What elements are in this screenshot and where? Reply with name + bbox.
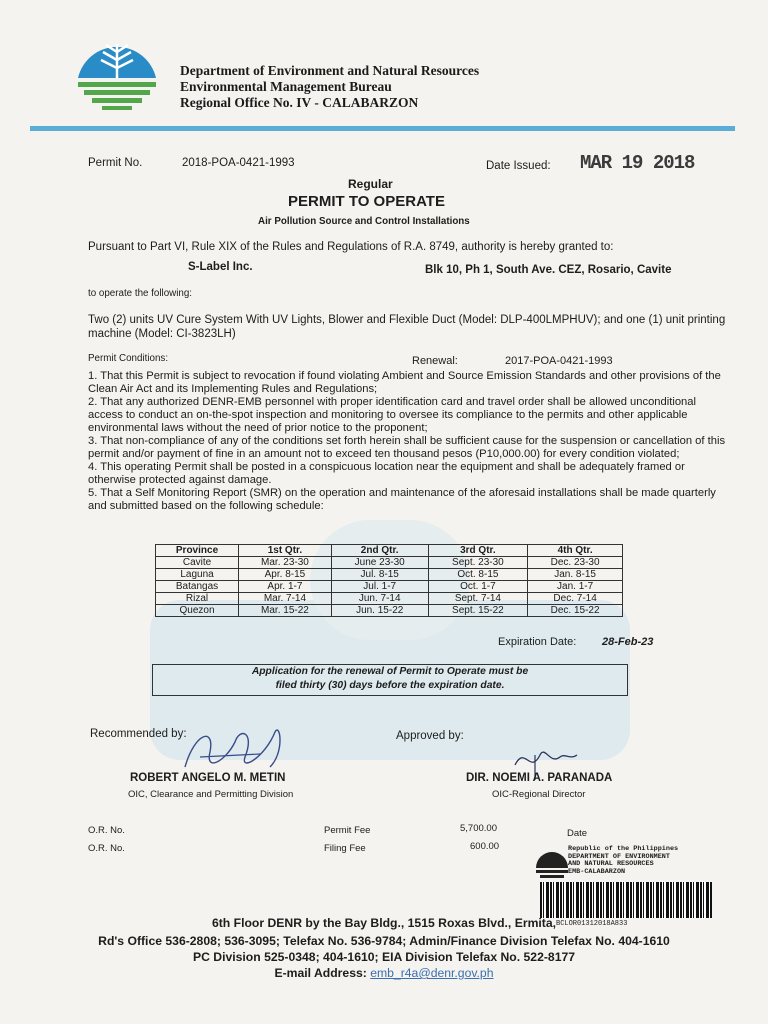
date-label: Date	[567, 828, 588, 839]
header-agency: Department of Environment and Natural Resources	[180, 63, 480, 78]
table-cell: Batangas	[156, 581, 239, 593]
renewal-number: 2017-POA-0421-1993	[505, 355, 613, 367]
table-header-row	[156, 545, 623, 557]
table-cell: Sept. 15-22	[428, 605, 528, 617]
table-cell: Apr. 8-15	[239, 569, 332, 581]
approved-title: OIC-Regional Director	[492, 789, 586, 800]
table-cell: Jul. 8-15	[331, 569, 428, 581]
table-cell: Jul. 1-7	[331, 581, 428, 593]
footer-phones-2: PC Division 525-0348; 404-1610; EIA Division Telefax No. 522-8177	[192, 950, 576, 964]
table-row	[156, 569, 623, 581]
table-cell: Sept. 23-30	[428, 557, 528, 569]
notice-line-2: filed thirty (30) days before the expiration date.	[275, 680, 505, 691]
table-cell: Oct. 8-15	[428, 569, 528, 581]
pursuant-text: Pursuant to Part VI, Rule XIX of the Rules and Regulations of R.A. 8749, authority is hereby granted to:	[88, 241, 614, 253]
email-link[interactable]: emb_r4a@denr.gov.ph	[370, 966, 494, 980]
condition-3: 3. That non-compliance of any of the conditions set forth herein shall be sufficient cause for the suspension or cancellation of this permit and/or payment of fine in an amount not to exceed ten thousand pesos (P10,000.00) for every condition violated;	[88, 435, 726, 460]
table-cell: Jun. 15-22	[331, 605, 428, 617]
table-cell: Mar. 23-30	[239, 557, 332, 569]
permit-type: Regular	[348, 177, 393, 191]
renewal-label: Renewal:	[412, 355, 458, 367]
table-cell: Dec. 15-22	[528, 605, 623, 617]
recommended-title: OIC, Clearance and Permitting Division	[128, 789, 294, 800]
renewal-notice-box	[152, 664, 628, 696]
table-cell: Dec. 23-30	[528, 557, 623, 569]
email-label: E-mail Address:	[274, 966, 367, 980]
smr-schedule-table	[155, 544, 623, 617]
table-cell: Mar. 7-14	[239, 593, 332, 605]
table-row	[156, 605, 623, 617]
condition-4: 4. This operating Permit shall be posted in a conspicuous location near the equipment and shall be adequately framed or otherwise protected against damage.	[88, 461, 685, 486]
permit-fee-amount: 5,700.00	[460, 823, 497, 834]
table-cell: Rizal	[156, 593, 239, 605]
permit-no-label: Permit No.	[88, 157, 143, 169]
table-row	[156, 557, 623, 569]
stamp-line-3: AND NATURAL RESOURCES	[568, 860, 654, 868]
expiration-date: 28-Feb-23	[602, 636, 654, 648]
filing-fee-amount: 600.00	[470, 841, 500, 852]
stamp-line-2: DEPARTMENT OF ENVIRONMENT	[568, 852, 670, 861]
table-cell: Quezon	[156, 605, 239, 617]
permit-fee-label: Permit Fee	[324, 825, 371, 836]
table-header-cell: Province	[156, 545, 239, 557]
table-row	[156, 581, 623, 593]
notice-line-1: Application for the renewal of Permit to Operate must be	[251, 666, 529, 677]
stamp-line-1: Republic of the Philippines	[568, 845, 679, 853]
table-header-cell: 2nd Qtr.	[331, 545, 428, 557]
filing-fee-label: Filing Fee	[324, 843, 366, 854]
date-issued-stamp: MAR 19 2018	[580, 152, 695, 174]
table-cell: Jan. 1-7	[528, 581, 623, 593]
table-cell: June 23-30	[331, 557, 428, 569]
approved-name: DIR. NOEMI A. PARANADA	[466, 772, 613, 784]
table-cell: Sept. 7-14	[428, 593, 528, 605]
footer-email	[0, 966, 768, 980]
or-no-label-2: O.R. No.	[88, 843, 125, 854]
table-header-cell: 4th Qtr.	[528, 545, 623, 557]
table-cell: Dec. 7-14	[528, 593, 623, 605]
approved-label: Approved by:	[396, 730, 464, 742]
header-office: Regional Office No. IV - CALABARZON	[180, 95, 419, 110]
grantee-name: S-Label Inc.	[188, 261, 253, 273]
table-cell: Jan. 8-15	[528, 569, 623, 581]
conditions-list	[88, 370, 728, 513]
table-cell: Laguna	[156, 569, 239, 581]
date-issued-label: Date Issued:	[486, 160, 551, 172]
barcode-text: BCLOR01312018A833	[556, 920, 628, 928]
denr-stamp-icon	[532, 850, 572, 882]
grantee-address: Blk 10, Ph 1, South Ave. CEZ, Rosario, Cavite	[425, 264, 672, 276]
table-row	[156, 593, 623, 605]
recommended-label: Recommended by:	[90, 728, 187, 740]
recommended-name: ROBERT ANGELO M. METIN	[130, 772, 286, 784]
table-header-cell: 1st Qtr.	[239, 545, 332, 557]
denr-stamp	[568, 846, 678, 876]
footer-address: 6th Floor DENR by the Bay Bldg., 1515 Roxas Blvd., Ermita,	[211, 916, 557, 930]
table-cell: Jun. 7-14	[331, 593, 428, 605]
barcode	[540, 882, 712, 918]
expiration-label: Expiration Date:	[498, 636, 577, 648]
permit-title: PERMIT TO OPERATE	[288, 193, 445, 210]
table-cell: Mar. 15-22	[239, 605, 332, 617]
footer-phones-1: Rd's Office 536-2808; 536-3095; Telefax No. 536-9784; Admin/Finance Division Telefax No. 404-1610	[98, 934, 670, 948]
permit-subtitle: Air Pollution Source and Control Installations	[258, 216, 470, 227]
permit-no: 2018-POA-0421-1993	[182, 157, 295, 169]
condition-2: 2. That any authorized DENR-EMB personnel with proper identification card and travel order shall be allowed unconditional access to conduct an on-the-spot inspection and monitoring to oversee its compliance to the permits and other applicable environmental laws without the need of prior notice to the proponent;	[88, 396, 696, 434]
table-cell: Oct. 1-7	[428, 581, 528, 593]
table-header-cell: 3rd Qtr.	[428, 545, 528, 557]
stamp-line-4: EMB-CALABARZON	[568, 867, 626, 876]
equipment-description: Two (2) units UV Cure System With UV Lights, Blower and Flexible Duct (Model: DLP-400LMPHUV); and one (1) unit printing machine (Model: CI-3823LH)	[88, 314, 726, 340]
conditions-label: Permit Conditions:	[88, 353, 169, 364]
table-cell: Apr. 1-7	[239, 581, 332, 593]
condition-1: 1. That this Permit is subject to revocation if found violating Ambient and Source Emission Standards and other provisions of the Clean Air Act and its Implementing Rules and Regulations;	[88, 370, 721, 395]
denr-logo-icon	[72, 30, 162, 112]
header-bureau: Environmental Management Bureau	[180, 79, 392, 94]
operate-label: to operate the following:	[88, 288, 193, 299]
condition-5: 5. That a Self Monitoring Report (SMR) on the operation and maintenance of the aforesaid installations shall be made quarterly and submitted based on the following schedule:	[88, 487, 716, 512]
header-divider	[30, 126, 735, 131]
table-cell: Cavite	[156, 557, 239, 569]
or-no-label-1: O.R. No.	[88, 825, 125, 836]
